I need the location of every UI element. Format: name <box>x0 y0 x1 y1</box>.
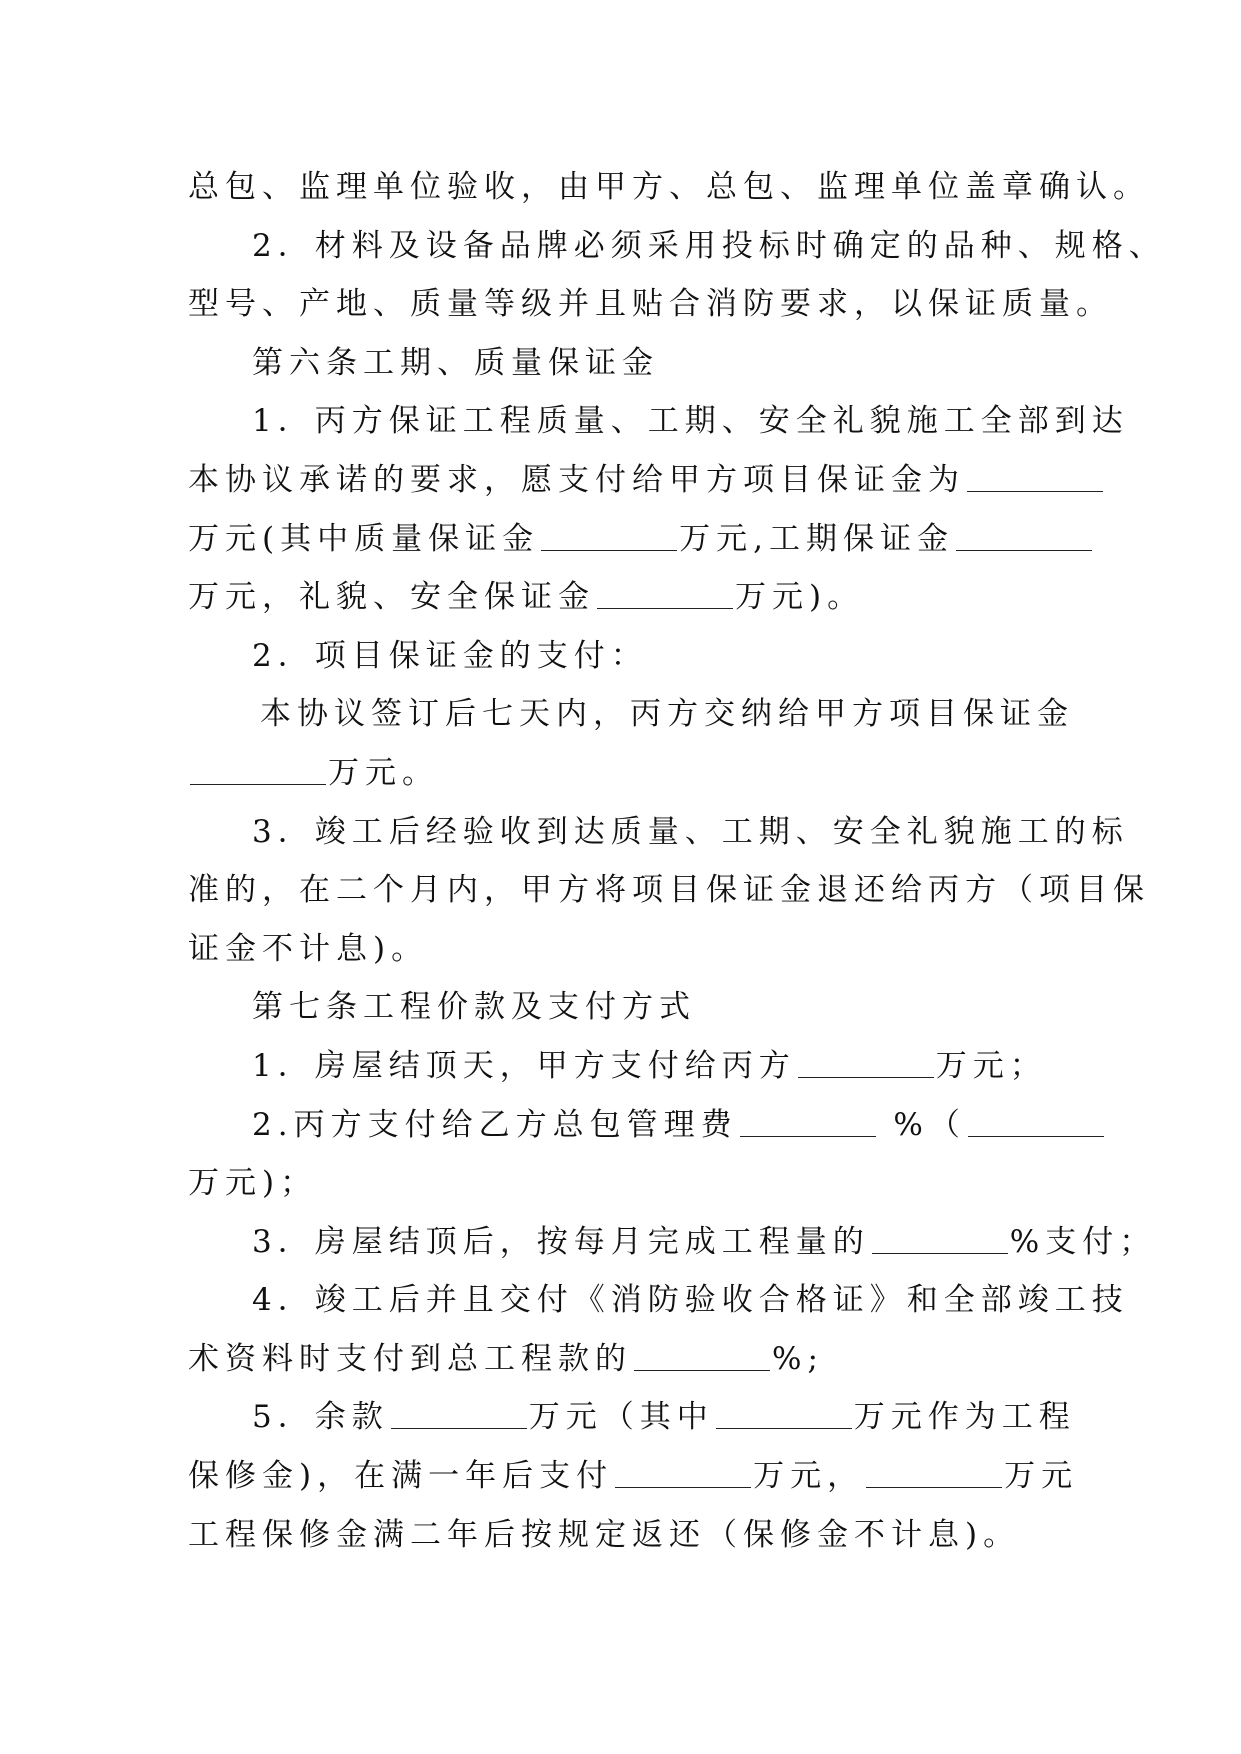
text-segment: 总包、监理单位验收，由甲方、总包、监理单位盖章确认。 <box>188 169 1150 205</box>
article-7-item-4 <box>188 1271 1129 1330</box>
article-6-item-3 <box>188 803 1129 862</box>
blank-field <box>391 1398 527 1429</box>
article-7-item-3 <box>188 1213 1157 1272</box>
text-segment: 2．项目保证金的支付： <box>252 637 648 674</box>
blank-field <box>716 1398 852 1429</box>
blank-field <box>190 754 326 785</box>
text-segment: %支付； <box>1009 1223 1157 1260</box>
blank-field <box>634 1340 770 1371</box>
blank-field <box>541 520 677 551</box>
blank-field <box>967 461 1103 492</box>
text-segment: 证金不计息)。 <box>188 930 429 967</box>
text-segment: %（ <box>877 1106 966 1143</box>
text-segment: 2.丙方支付给乙方总包管理费 <box>252 1106 738 1143</box>
text-segment: 型号、产地、质量等级并且贴合消防要求，以保证质量。 <box>188 286 1113 323</box>
paragraph-line <box>188 685 1074 744</box>
blank-field <box>872 1223 1008 1254</box>
clause-5-item-2 <box>188 217 1166 276</box>
paragraph-line <box>188 861 1150 920</box>
text-segment: 本协议签订后七天内，丙方交纳给甲方项目保证金 <box>260 696 1074 733</box>
article-6-item-2 <box>188 627 1064 686</box>
article-7-item-1 <box>188 1037 1064 1096</box>
paragraph-line <box>188 1447 1079 1506</box>
text-segment: 万元作为工程 <box>853 1399 1076 1436</box>
text-segment: 万元。 <box>328 754 439 791</box>
article-7-heading <box>188 978 1064 1037</box>
text-segment: 工程保修金满二年后按规定返还（保修金不计息)。 <box>188 1516 1021 1553</box>
paragraph-line <box>188 510 1064 569</box>
text-segment: 3．房屋结顶后，按每月完成工程量的 <box>252 1223 870 1260</box>
text-segment: 3．竣工后经验收到达质量、工期、安全礼貌施工的标 <box>252 813 1129 850</box>
text-segment: 第七条工程价款及支付方式 <box>252 989 696 1026</box>
text-segment: 本协议承诺的要求，愿支付给甲方项目保证金为 <box>188 461 965 498</box>
text-segment: 5．余款 <box>252 1399 389 1436</box>
paragraph-line <box>188 1154 1064 1213</box>
blank-field <box>866 1457 1002 1488</box>
blank-field <box>597 578 733 609</box>
text-segment: 准的，在二个月内，甲方将项目保证金退还给丙方（项目保 <box>188 872 1150 909</box>
text-segment: 万元 <box>1004 1458 1079 1495</box>
text-segment: 万元（其中 <box>528 1399 714 1436</box>
blank-field <box>615 1457 751 1488</box>
article-6-item-1 <box>188 392 1129 451</box>
text-segment: 万元)； <box>188 1165 318 1202</box>
paragraph-line <box>188 158 1150 217</box>
text-segment: 万元； <box>935 1047 1047 1084</box>
blank-field <box>956 520 1092 551</box>
text-segment: 万元)。 <box>735 579 865 616</box>
paragraph-line <box>188 1330 1064 1389</box>
text-segment: 万元,工期保证金 <box>679 520 954 557</box>
paragraph-line <box>188 744 1064 803</box>
text-segment: 2．材料及设备品牌必须采用投标时确定的品种、规格、 <box>252 227 1166 264</box>
paragraph-line <box>188 275 1113 334</box>
text-segment: 万元(其中质量保证金 <box>188 520 540 557</box>
text-segment: 第六条工期、质量保证金 <box>252 344 659 381</box>
blank-field <box>798 1047 934 1078</box>
text-segment: 4．竣工后并且交付《消防验收合格证》和全部竣工技 <box>252 1282 1129 1319</box>
blank-field <box>968 1106 1104 1137</box>
contract-text <box>188 158 1166 1564</box>
text-segment: 保修金)，在满一年后支付 <box>188 1458 614 1495</box>
text-segment: 万元，礼貌、安全保证金 <box>188 579 595 616</box>
article-7-item-2 <box>188 1096 1064 1155</box>
text-segment: 万元， <box>753 1458 865 1495</box>
blank-field <box>740 1106 876 1137</box>
text-segment: 1．丙方保证工程质量、工期、安全礼貌施工全部到达 <box>252 403 1129 440</box>
paragraph-line <box>188 920 1064 979</box>
text-segment: 术资料时支付到总工程款的 <box>188 1340 632 1377</box>
paragraph-line <box>188 451 1064 510</box>
paragraph-line <box>188 1506 1064 1565</box>
text-segment: 1．房屋结顶天，甲方支付给丙方 <box>252 1047 796 1084</box>
text-segment: %; <box>772 1340 824 1377</box>
article-7-item-5 <box>188 1388 1076 1447</box>
article-6-heading <box>188 334 1064 393</box>
paragraph-line <box>188 568 1064 627</box>
